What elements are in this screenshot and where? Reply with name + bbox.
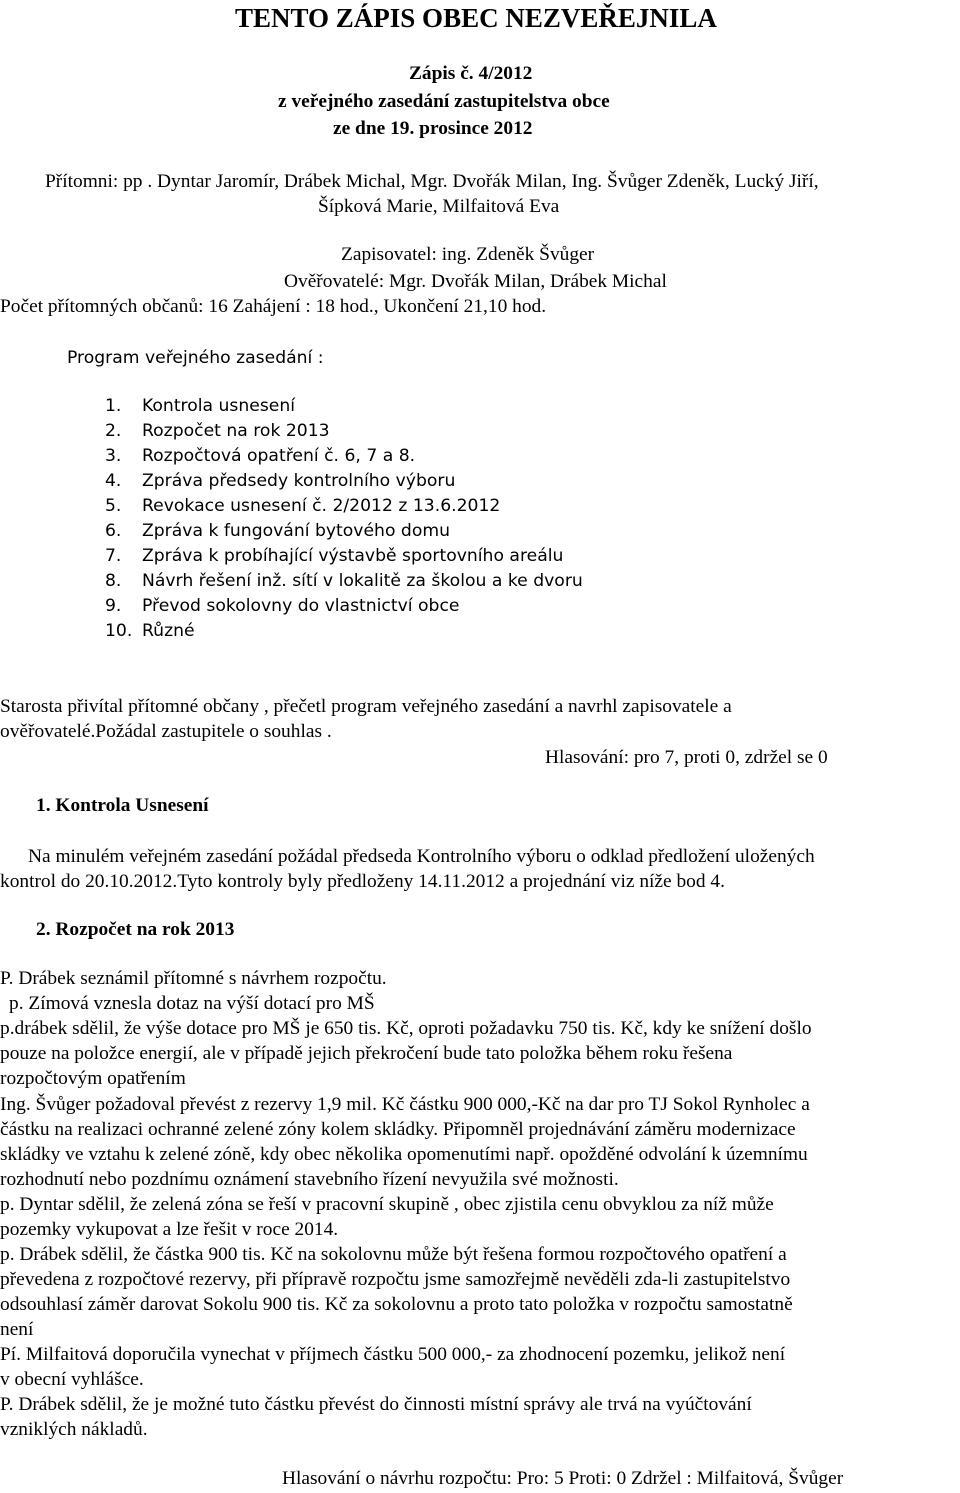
program-item: 3. Rozpočtová opatření č. 6, 7 a 8.: [105, 446, 416, 466]
section2-line: převedena z rozpočtové rezervy, při přípravě rozpočtu jsme samozřejmě nevěděli zda-li zastupitelstvo: [0, 1269, 791, 1290]
section2-line: pouze na položce energií, ale v případě jejich překročení bude tato položka během roku řešena: [0, 1043, 733, 1064]
section1-heading: 1. Kontrola Usnesení: [36, 795, 209, 816]
intro-paragraph-line1: Starosta přivítal přítomné občany , přečetl program veřejného zasedání a navrhl zapisovatele a: [0, 696, 732, 717]
citizens-and-times-line: Počet přítomných občanů: 16 Zahájení : 18 hod., Ukončení 21,10 hod.: [0, 296, 547, 317]
program-heading: Program veřejného zasedání :: [67, 348, 324, 368]
document-banner: TENTO ZÁPIS OBEC NEZVEŘEJNILA: [235, 3, 717, 33]
program-item: 1. Kontrola usnesení: [105, 396, 296, 416]
section2-line: p. Drábek sdělil, že částka 900 tis. Kč na sokolovnu může být řešena formou rozpočtového opatření a: [0, 1244, 787, 1265]
program-item: 4. Zpráva předsedy kontrolního výboru: [105, 471, 456, 491]
program-item: 2. Rozpočet na rok 2013: [105, 421, 330, 441]
recorder-line: Zapisovatel: ing. Zdeněk Švůger: [341, 244, 595, 265]
program-item: 9. Převod sokolovny do vlastnictví obce: [105, 596, 460, 616]
section1-line2: kontrol do 20.10.2012.Tyto kontroly byly předloženy 14.11.2012 a projednání viz níže bod 4.: [0, 871, 725, 892]
section2-line: částku na realizaci ochranné zelené zóny kolem skládky. Připomněl projednávání záměru modernizace: [0, 1119, 796, 1140]
section1-line1: Na minulém veřejném zasedání požádal předseda Kontrolního výboru o odklad předložení uložených: [28, 846, 815, 867]
section2-line: vzniklých nákladů.: [0, 1419, 148, 1440]
program-item: 5. Revokace usnesení č. 2/2012 z 13.6.2012: [105, 496, 501, 516]
program-item: 8. Návrh řešení inž. sítí v lokalitě za školou a ke dvoru: [105, 571, 583, 591]
section2-line: odsouhlasí záměr darovat Sokolu 900 tis. Kč za sokolovnu a proto tato položka v rozpočtu samostatně: [0, 1294, 793, 1315]
record-date: ze dne 19. prosince 2012: [333, 118, 533, 139]
section2-line: P. Drábek sdělil, že je možné tuto částku převést do činnosti místní správy ale trvá na vyúčtování: [0, 1394, 752, 1415]
record-subtitle: z veřejného zasedání zastupitelstva obce: [278, 91, 610, 112]
section2-line: pozemky vykupovat a lze řešit v roce 2014.: [0, 1219, 339, 1240]
section2-line: v obecní vyhlášce.: [0, 1369, 144, 1390]
intro-vote-result: Hlasování: pro 7, proti 0, zdržel se 0: [545, 747, 828, 768]
section2-line: Pí. Milfaitová doporučila vynechat v příjmech částku 500 000,- za zhodnocení pozemku, jelikož není: [0, 1344, 786, 1365]
section2-line: Ing. Švůger požadoval převést z rezervy 1,9 mil. Kč částku 900 000,-Kč na dar pro TJ Sokol Rynholec a: [0, 1094, 810, 1115]
present-members-line1: Přítomni: pp . Dyntar Jaromír, Drábek Michal, Mgr. Dvořák Milan, Ing. Švůger Zdeněk, Lucký Jiří,: [45, 171, 819, 192]
section2-line: p. Zímová vznesla dotaz na výší dotací pro MŠ: [9, 993, 375, 1014]
section2-line: p.drábek sdělil, že výše dotace pro MŠ je 650 tis. Kč, oproti požadavku 750 tis. Kč, kdy ke snížení došlo: [0, 1018, 812, 1039]
section2-line: skládky ve vztahu k zelené zóně, kdy obec několika opomenutími např. opožděné odvolání k územnímu: [0, 1144, 808, 1165]
program-item: 6. Zpráva k fungování bytového domu: [105, 521, 450, 541]
section2-line: P. Drábek seznámil přítomné s návrhem rozpočtu.: [0, 968, 387, 989]
verifiers-line: Ověřovatelé: Mgr. Dvořák Milan, Drábek Michal: [284, 271, 667, 292]
section2-line: rozhodnutí nebo pozdnímu oznámení stavebního řízení nevyužila své možnosti.: [0, 1169, 619, 1190]
present-members-line2: Šípková Marie, Milfaitová Eva: [318, 196, 560, 217]
section2-line: rozpočtovým opatřením: [0, 1068, 186, 1089]
budget-vote-result: Hlasování o návrhu rozpočtu: Pro: 5 Proti: 0 Zdržel : Milfaitová, Švůger: [282, 1468, 844, 1489]
section2-line: p. Dyntar sdělil, že zelená zóna se řeší v pracovní skupině , obec zjistila cenu obvyklou za níž může: [0, 1194, 774, 1215]
intro-paragraph-line2: ověřovatelé.Požádal zastupitele o souhlas .: [0, 721, 332, 742]
record-title: Zápis č. 4/2012: [409, 63, 533, 84]
program-item: 10. Různé: [105, 621, 195, 641]
section2-heading: 2. Rozpočet na rok 2013: [36, 919, 235, 940]
program-item: 7. Zpráva k probíhající výstavbě sportovního areálu: [105, 546, 564, 566]
section2-line: není: [0, 1319, 34, 1340]
